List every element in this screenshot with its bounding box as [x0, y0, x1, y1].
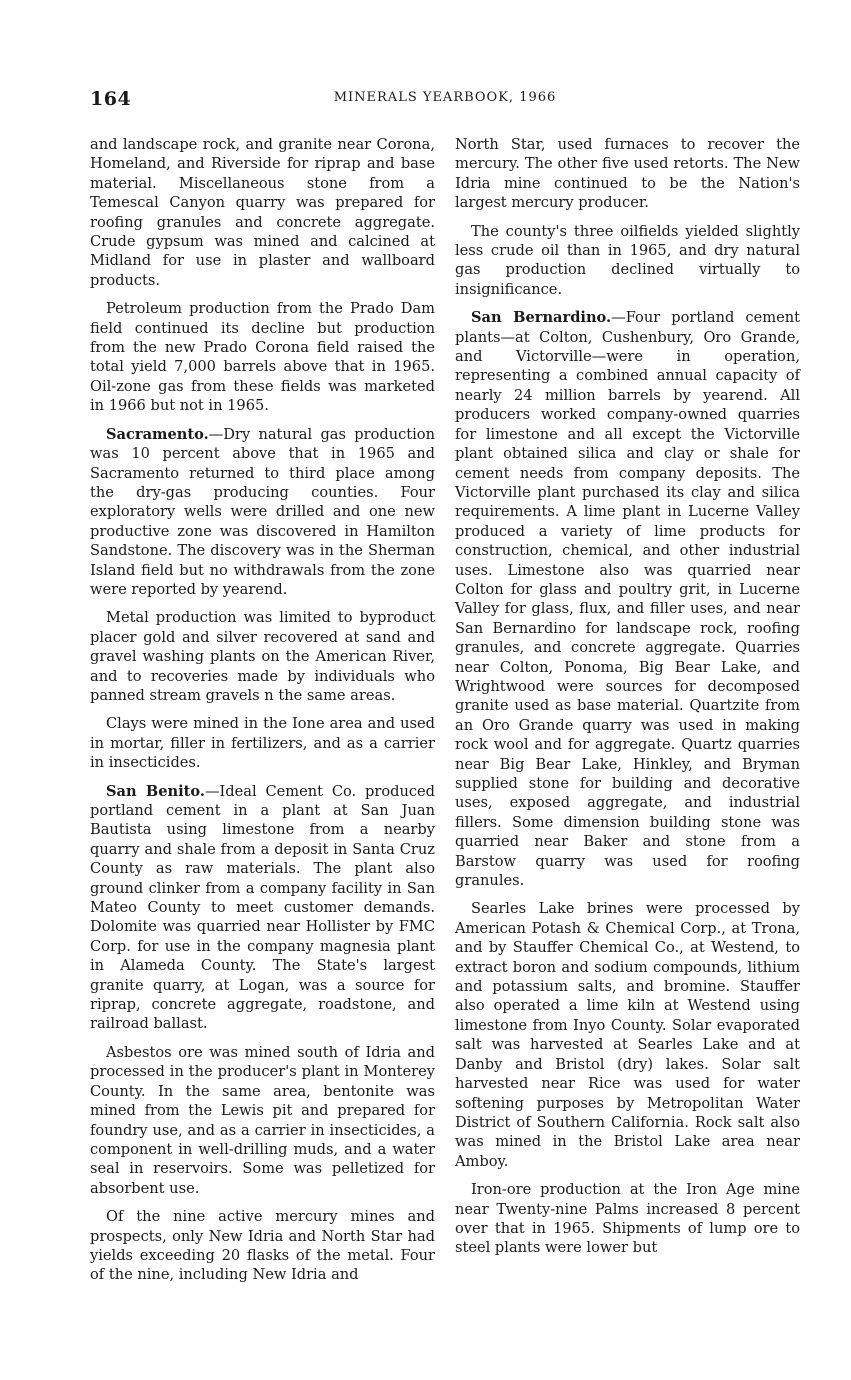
- paragraph: Asbestos ore was mined south of Idria and processed in the producer's plant in Monterey County. In the same area, bentonite was mined from the Lewis pit and prepared for foundry use, and as a carrier in insecticides, a component in well-drilling muds, and a water seal in reservoirs. Some was pelletized for absorbent use.: [90, 1043, 435, 1197]
- left-column: [90, 135, 435, 1294]
- paragraph: Searles Lake brines were processed by American Potash & Chemical Corp., at Trona, and by Stauffer Chemical Co., at Westend, to extract boron and sodium compounds, lithium and potassium salts, and bromine. Stauffer also operated a lime kiln at Westend using limestone from Inyo County. Solar evaporated salt was harvested at Searles Lake and at Danby and Bristol (dry) lakes. Solar salt harvested near Rice was used for water softening purposes by Metropolitan Water District of Southern California. Rock salt also was mined in the Bristol Lake area near Amboy.: [455, 900, 800, 1170]
- right-column: [455, 135, 800, 1267]
- paragraph: Petroleum production from the Prado Dam field continued its decline but production from the new Prado Corona field raised the total yield 7,000 barrels above that in 1965. Oil-zone gas from these fields was marketed in 1966 but not in 1965.: [90, 300, 435, 415]
- running-title: MINERALS YEARBOOK, 1966: [333, 90, 557, 105]
- section-heading-san-bernardino: San Bernardino.: [471, 309, 612, 327]
- paragraph: The county's three oilfields yielded slightly less crude oil than in 1965, and dry natural gas production declined virtually to insignificance.: [455, 222, 800, 298]
- paragraph: Clays were mined in the Ione area and used in mortar, filler in fertilizers, and as a carrier in insecticides.: [90, 715, 435, 772]
- paragraph: Metal production was limited to byproduct placer gold and silver recovered at sand and gravel washing plants on the American River, and to recoveries made by individuals who panned stream gravels n the same areas.: [90, 609, 435, 704]
- page-header: [90, 88, 800, 118]
- page-number: 164: [90, 88, 132, 110]
- section-heading-san-benito: San Benito.: [106, 782, 205, 800]
- paragraph: North Star, used furnaces to recover the mercury. The other five used retorts. The New Idria mine continued to be the Nation's largest mercury producer.: [455, 136, 800, 212]
- paragraph: Of the nine active mercury mines and prospects, only New Idria and North Star had yields exceeding 20 flasks of the metal. Four of the nine, including New Idria and: [90, 1208, 435, 1284]
- paragraph-san-benito: [90, 782, 435, 1034]
- paragraph-sacramento: [90, 425, 435, 600]
- paragraph: Iron-ore production at the Iron Age mine near Twenty-nine Palms increased 8 percent over that in 1965. Shipments of lump ore to steel plants were lower but: [455, 1181, 800, 1257]
- paragraph-san-bernardino: [455, 308, 800, 890]
- paragraph-text: —Dry natural gas production was 10 percent above that in 1965 and Sacramento returned to third place among the dry-gas producing counties. Four exploratory wells were drilled and one new productive zone was discovered in Hamilton Sandstone. The discovery was in the Sherman Island field but no withdrawals from the zone were reported by yearend.: [90, 425, 435, 598]
- paragraph-text: —Ideal Cement Co. produced portland cement in a plant at San Juan Bautista using limestone from a nearby quarry and shale from a deposit in Santa Cruz County as raw materials. The plant also ground clinker from a company facility in San Mateo County to meet customer demands. Dolomite was quarried near Hollister by FMC Corp. for use in the company magnesia plant in Alameda County. The State's largest granite quarry, at Logan, was a source for riprap, concrete aggregate, roadstone, and railroad ballast.: [90, 782, 435, 1033]
- section-heading-sacramento: Sacramento.: [106, 425, 209, 443]
- paragraph-text: —Four portland cement plants—at Colton, Cushenbury, Oro Grande, and Victorville—were in operation, representing a combined annual capacity of nearly 24 million barrels by yearend. All producers worked company-owned quarries for limestone and all except the Victorville plant obtained silica and clay or shale for cement needs from company deposits. The Victorville plant purchased its clay and silica requirements. A lime plant in Lucerne Valley produced a variety of lime products for construction, chemical, and other industrial uses. Limestone also was quarried near Colton for glass and poultry grit, in Lucerne Valley for glass, flux, and filler uses, and near San Bernardino for landscape rock, roofing granules, and concrete aggregate. Quarries near Colton, Ponoma, Big Bear Lake, and Wrightwood were sources for decomposed granite used as base material. Quartzite from an Oro Grande quarry was used in making rock wool and for aggregate. Quartz quarries near Big Bear Lake, Hinkley, and Bryman supplied stone for building and decorative uses, exposed aggregate, and industrial fillers. Some dimension building stone was quarried near Baker and stone from a Barstow quarry was used for roofing granules.: [455, 309, 800, 890]
- paragraph: and landscape rock, and granite near Corona, Homeland, and Riverside for riprap and base material. Miscellaneous stone from a Temescal Canyon quarry was prepared for roofing granules and concrete aggregate. Crude gypsum was mined and calcined at Midland for use in plaster and wallboard products.: [90, 136, 435, 289]
